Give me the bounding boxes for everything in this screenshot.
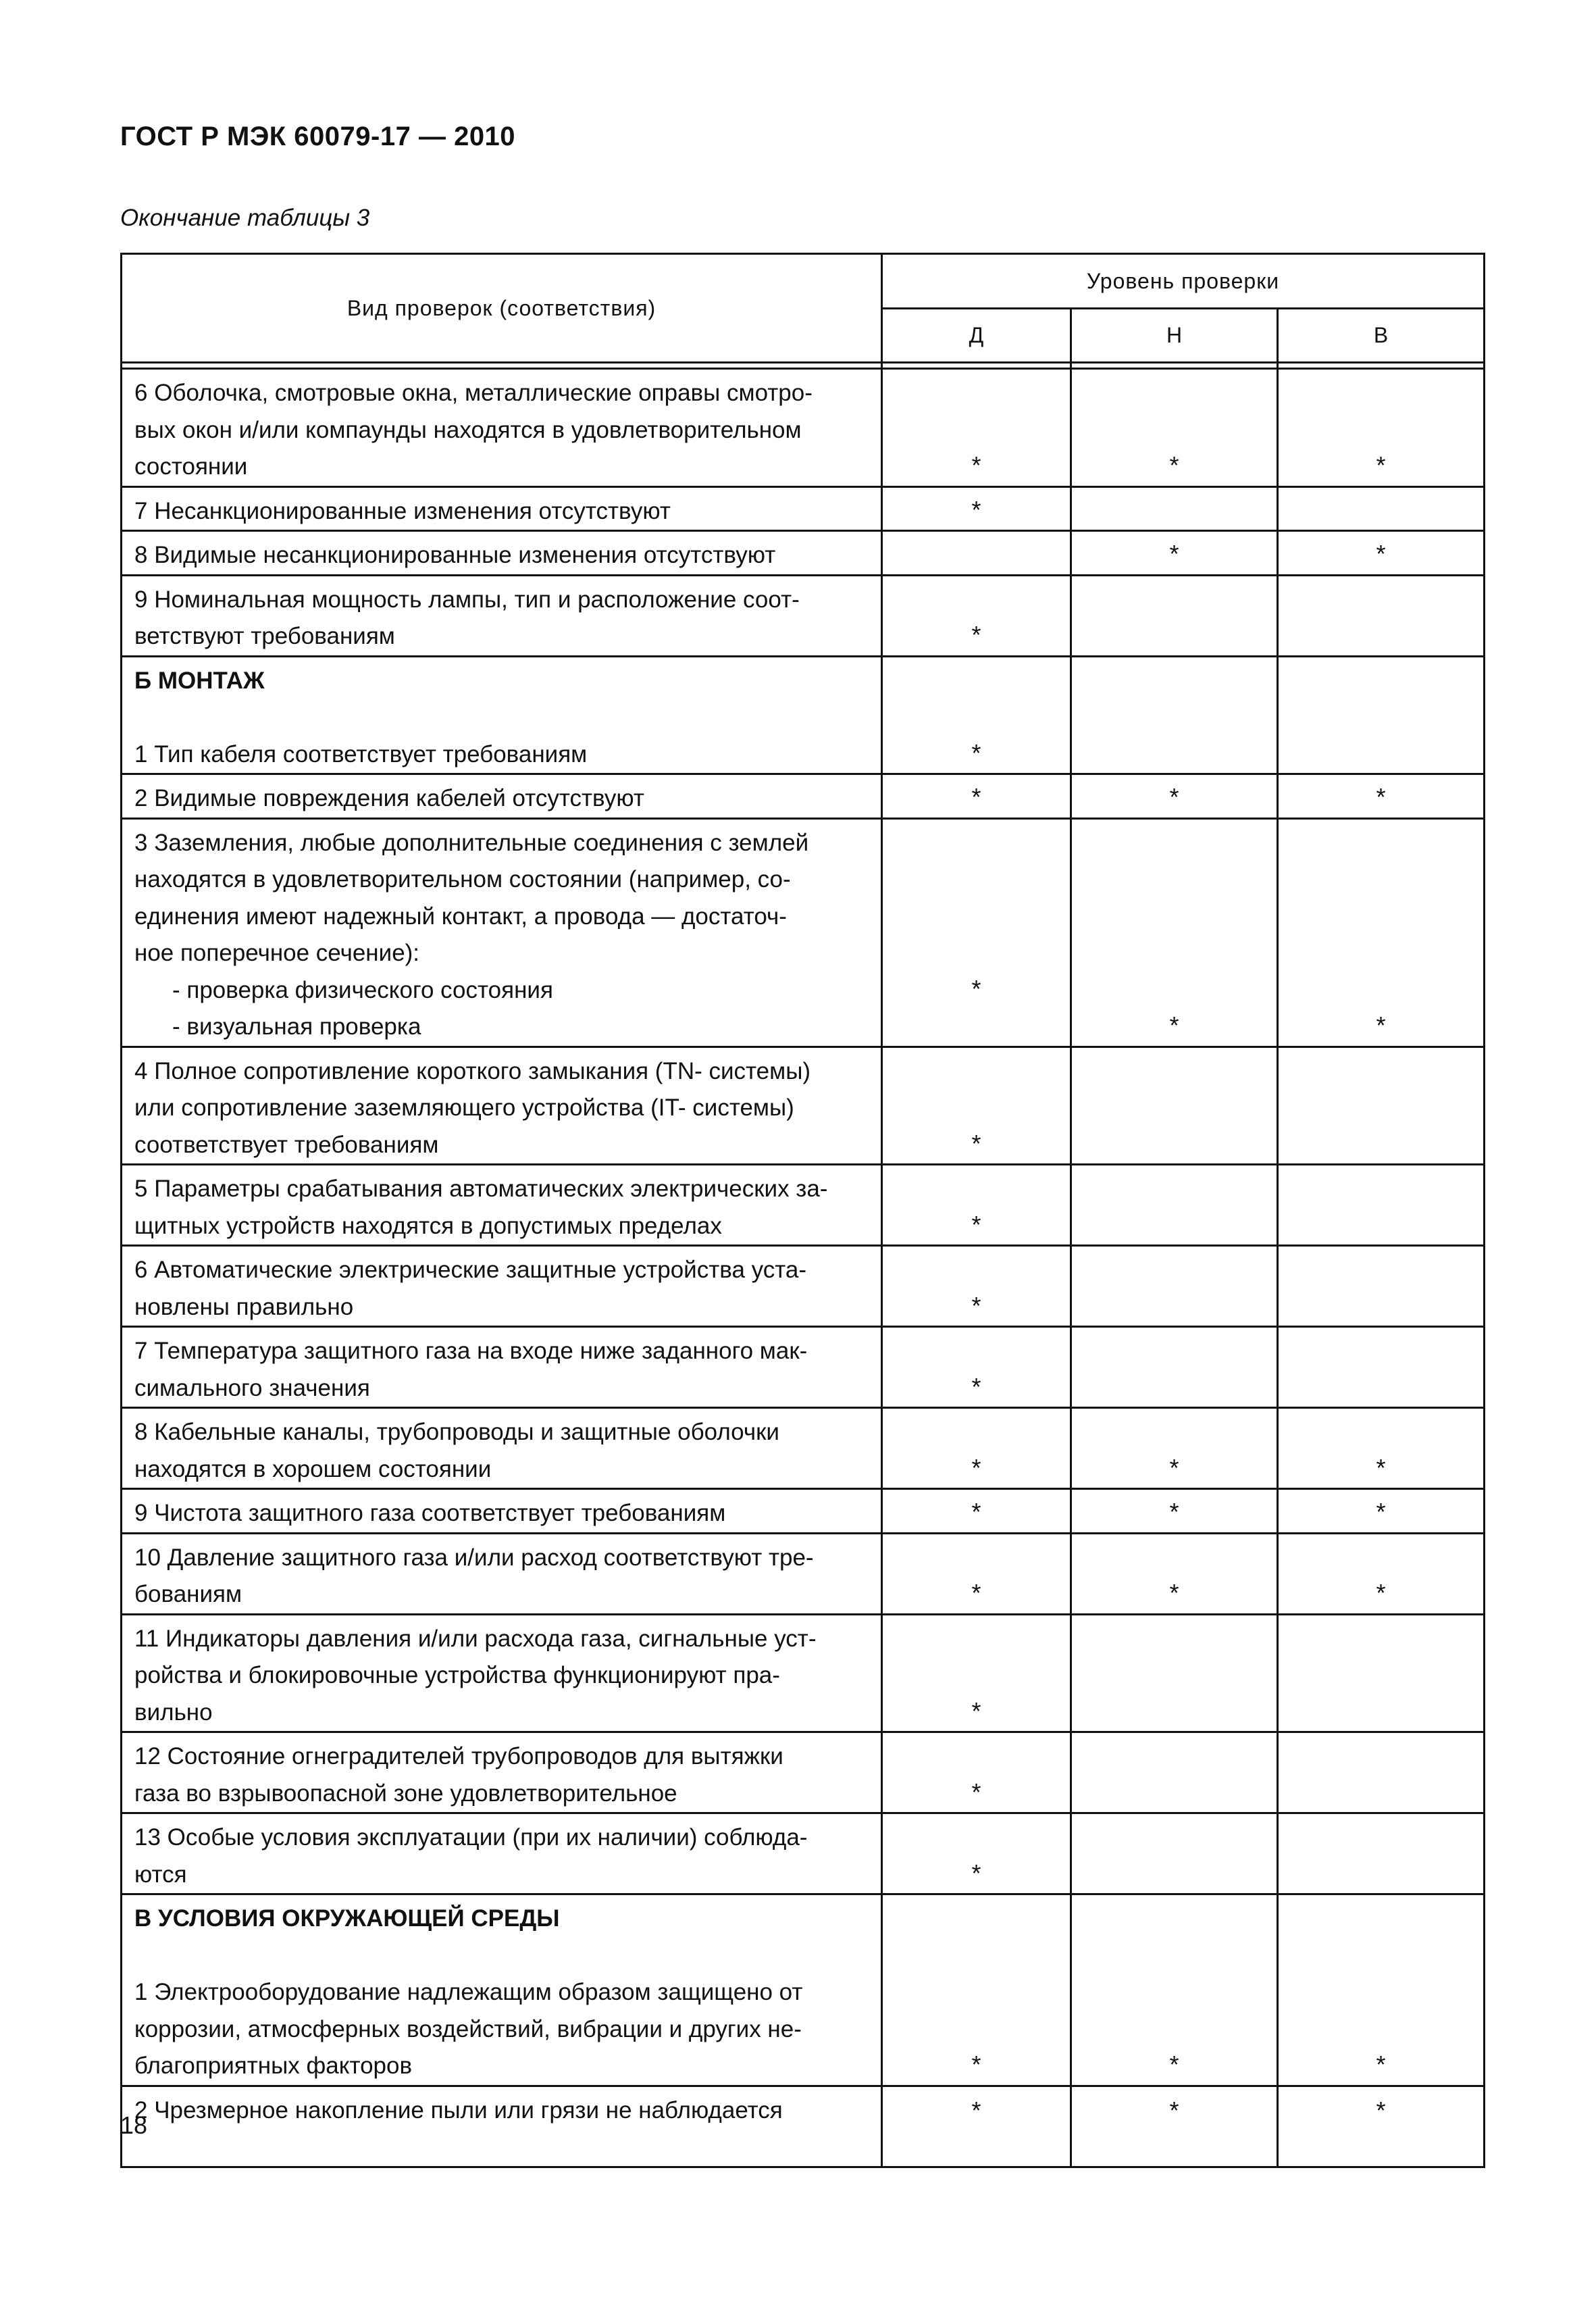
table-row bbox=[122, 774, 1485, 819]
column-header-level-v: В bbox=[1278, 308, 1485, 363]
level-v-mark bbox=[1278, 1327, 1485, 1408]
description-line: новлены правильно bbox=[134, 1293, 354, 1320]
level-v-mark bbox=[1278, 1813, 1485, 1894]
description-line: ное поперечное сечение): bbox=[134, 940, 420, 966]
level-n-mark: * bbox=[1071, 1489, 1278, 1534]
check-description bbox=[122, 1246, 882, 1327]
table-row bbox=[122, 818, 1485, 1047]
page-number: 18 bbox=[120, 2111, 148, 2139]
sub-mark-physical bbox=[1072, 971, 1277, 1008]
description-line: 13 Особые условия эксплуатации (при их наличии) соблюда- bbox=[134, 1824, 808, 1851]
level-n-mark bbox=[1071, 1047, 1278, 1165]
level-v-mark bbox=[1278, 818, 1485, 1047]
level-n-mark: * bbox=[1071, 2086, 1278, 2167]
description-line: ются bbox=[134, 1861, 187, 1888]
level-v-mark bbox=[1278, 1165, 1485, 1246]
description-line: газа во взрывоопасной зоне удовлетворительное bbox=[134, 1780, 677, 1807]
level-n-mark bbox=[1071, 1732, 1278, 1813]
level-d-mark: * bbox=[882, 1614, 1071, 1732]
level-v-mark bbox=[1278, 486, 1485, 531]
description-line: 5 Параметры срабатывания автоматических электрических за- bbox=[134, 1176, 828, 1202]
description-line: 7 Несанкционированные изменения отсутствуют bbox=[134, 497, 671, 524]
description-line: 10 Давление защитного газа и/или расход соответствуют тре- bbox=[134, 1544, 814, 1571]
level-n-mark: * bbox=[1071, 1533, 1278, 1614]
level-d-mark: * bbox=[882, 774, 1071, 819]
level-v-mark: * bbox=[1278, 774, 1485, 819]
description-line: находятся в хорошем состоянии bbox=[134, 1455, 492, 1482]
check-description bbox=[122, 1489, 882, 1534]
table-row bbox=[122, 1165, 1485, 1246]
sub-item-line: - визуальная проверка bbox=[172, 1013, 421, 1040]
level-d-mark: * bbox=[882, 1327, 1071, 1408]
description-line: вых окон и/или компаунды находятся в удовлетворительном bbox=[134, 416, 802, 443]
table-row bbox=[122, 1246, 1485, 1327]
description-line: ветствуют требованиям bbox=[134, 623, 395, 649]
check-description bbox=[122, 818, 882, 1047]
description-line: 6 Оболочка, смотровые окна, металлические оправы смотро- bbox=[134, 380, 813, 406]
level-d-mark bbox=[882, 818, 1071, 1047]
check-description bbox=[122, 531, 882, 576]
table-row bbox=[122, 1732, 1485, 1813]
header-separator bbox=[122, 363, 1485, 369]
description-line: 9 Чистота защитного газа соответствует требованиям bbox=[134, 1500, 726, 1526]
level-v-mark bbox=[1278, 1047, 1485, 1165]
level-n-mark bbox=[1071, 575, 1278, 656]
level-v-mark: * bbox=[1278, 1894, 1485, 2086]
description-line: ройства и блокировочные устройства функционируют пра- bbox=[134, 1662, 780, 1688]
level-d-mark: * bbox=[882, 1408, 1071, 1489]
section-title: В УСЛОВИЯ ОКРУЖАЮЩЕЙ СРЕДЫ bbox=[134, 1905, 560, 1932]
level-d-mark: * bbox=[882, 575, 1071, 656]
level-d-mark: * bbox=[882, 1732, 1071, 1813]
level-d-mark: * bbox=[882, 1489, 1071, 1534]
level-d-mark: * bbox=[882, 1894, 1071, 2086]
description-line: соответствует требованиям bbox=[134, 1131, 439, 1158]
level-v-mark: * bbox=[1278, 1489, 1485, 1534]
description-line: 1 Тип кабеля соответствует требованиям bbox=[134, 740, 588, 768]
level-n-mark bbox=[1071, 1165, 1278, 1246]
check-description bbox=[122, 774, 882, 819]
table-row bbox=[122, 1813, 1485, 1894]
level-v-mark: * bbox=[1278, 369, 1485, 487]
description-line: бованиям bbox=[134, 1581, 242, 1607]
table-row bbox=[122, 2086, 1485, 2167]
description-line: 11 Индикаторы давления и/или расхода газа, сигнальные уст- bbox=[134, 1625, 817, 1652]
check-description bbox=[122, 2086, 882, 2167]
level-d-mark: * bbox=[882, 1533, 1071, 1614]
sub-mark-physical: * bbox=[971, 974, 981, 1003]
check-description bbox=[122, 656, 882, 774]
description-line: 8 Кабельные каналы, трубопроводы и защитные оболочки bbox=[134, 1419, 779, 1445]
table-row-section bbox=[122, 1894, 1485, 2086]
column-header-level-d: Д bbox=[882, 308, 1071, 363]
table-row-section bbox=[122, 656, 1485, 774]
level-n-mark: * bbox=[1071, 531, 1278, 576]
level-n-mark bbox=[1071, 1327, 1278, 1408]
level-n-mark bbox=[1071, 1246, 1278, 1327]
table-row bbox=[122, 1614, 1485, 1732]
level-n-mark bbox=[1071, 1813, 1278, 1894]
table-row bbox=[122, 575, 1485, 656]
table-caption: Окончание таблицы 3 bbox=[120, 205, 370, 231]
table-row bbox=[122, 531, 1485, 576]
level-v-mark bbox=[1278, 575, 1485, 656]
description-line: 12 Состояние огнеградителей трубопроводов для вытяжки bbox=[134, 1743, 783, 1769]
table-row bbox=[122, 1047, 1485, 1165]
check-description bbox=[122, 1813, 882, 1894]
level-n-mark: * bbox=[1071, 774, 1278, 819]
level-d-mark: * bbox=[882, 656, 1071, 774]
level-v-mark: * bbox=[1278, 531, 1485, 576]
description-line: или сопротивление заземляющего устройства (IT- системы) bbox=[134, 1095, 794, 1121]
document-title: ГОСТ Р МЭК 60079-17 — 2010 bbox=[120, 122, 516, 151]
level-d-mark: * bbox=[882, 1813, 1071, 1894]
level-v-mark: * bbox=[1278, 1408, 1485, 1489]
description-line: симального значения bbox=[134, 1374, 370, 1401]
description-line: 2 Видимые повреждения кабелей отсутствуют bbox=[134, 785, 644, 811]
check-description bbox=[122, 1732, 882, 1813]
description-line: вильно bbox=[134, 1699, 213, 1726]
description-line: 2 Чрезмерное накопление пыли или грязи не наблюдается bbox=[134, 2096, 783, 2123]
level-n-mark: * bbox=[1071, 1894, 1278, 2086]
check-description bbox=[122, 1047, 882, 1165]
description-line: коррозии, атмосферных воздействий, вибрации и других не- bbox=[134, 2015, 802, 2042]
check-description bbox=[122, 1614, 882, 1732]
sub-item-line: - проверка физического состояния bbox=[172, 976, 553, 1003]
level-n-mark: * bbox=[1071, 1408, 1278, 1489]
description-line: 7 Температура защитного газа на входе ниже заданного мак- bbox=[134, 1338, 808, 1364]
level-n-mark: * bbox=[1071, 369, 1278, 487]
check-description bbox=[122, 1533, 882, 1614]
check-description bbox=[122, 486, 882, 531]
level-d-mark: * bbox=[882, 369, 1071, 487]
section-title: Б МОНТАЖ bbox=[134, 667, 265, 694]
table-row bbox=[122, 1327, 1485, 1408]
table-row bbox=[122, 1489, 1485, 1534]
level-n-mark bbox=[1071, 486, 1278, 531]
description-line: 6 Автоматические электрические защитные устройства уста- bbox=[134, 1257, 807, 1283]
level-n-mark bbox=[1071, 1614, 1278, 1732]
level-d-mark: * bbox=[882, 1246, 1071, 1327]
check-description bbox=[122, 1894, 882, 2086]
level-v-mark bbox=[1278, 656, 1485, 774]
column-header-check-type: Вид проверок (соответствия) bbox=[122, 254, 882, 363]
description-line: 9 Номинальная мощность лампы, тип и расположение соот- bbox=[134, 586, 800, 613]
description-line: 1 Электрооборудование надлежащим образом защищено от bbox=[134, 1979, 803, 2005]
check-description bbox=[122, 1327, 882, 1408]
level-v-mark: * bbox=[1278, 1533, 1485, 1614]
table-row bbox=[122, 369, 1485, 487]
description-line: 8 Видимые несанкционированные изменения отсутствуют bbox=[134, 542, 776, 568]
level-d-mark: * bbox=[882, 486, 1071, 531]
description-line: 3 Заземления, любые дополнительные соединения с землей bbox=[134, 829, 809, 856]
check-description bbox=[122, 1165, 882, 1246]
level-d-mark bbox=[882, 531, 1071, 576]
inspection-table bbox=[120, 253, 1485, 2168]
level-d-mark: * bbox=[882, 1165, 1071, 1246]
sub-mark-visual: * bbox=[1376, 1011, 1386, 1039]
description-line: состоянии bbox=[134, 453, 248, 480]
table-body bbox=[122, 369, 1485, 2167]
level-d-mark: * bbox=[882, 2086, 1071, 2167]
sub-mark-visual bbox=[883, 1007, 1070, 1045]
sub-mark-visual: * bbox=[1169, 1011, 1179, 1039]
level-n-mark bbox=[1071, 656, 1278, 774]
level-v-mark: * bbox=[1278, 2086, 1485, 2167]
description-line: щитных устройств находятся в допустимых пределах bbox=[134, 1212, 722, 1239]
description-line: 4 Полное сопротивление короткого замыкания (TN- системы) bbox=[134, 1057, 811, 1084]
level-v-mark bbox=[1278, 1614, 1485, 1732]
description-line: единения имеют надежный контакт, а провода — достаточ- bbox=[134, 903, 787, 930]
description-line: благоприятных факторов bbox=[134, 2053, 413, 2079]
level-v-mark bbox=[1278, 1732, 1485, 1813]
table-row bbox=[122, 486, 1485, 531]
check-description bbox=[122, 369, 882, 487]
column-header-level-group: Уровень проверки bbox=[882, 254, 1485, 309]
table-row bbox=[122, 1408, 1485, 1489]
level-v-mark bbox=[1278, 1246, 1485, 1327]
level-d-mark: * bbox=[882, 1047, 1071, 1165]
description-line: находятся в удовлетворительном состоянии (например, со- bbox=[134, 866, 791, 892]
level-n-mark bbox=[1071, 818, 1278, 1047]
check-description bbox=[122, 575, 882, 656]
check-description bbox=[122, 1408, 882, 1489]
sub-mark-physical bbox=[1279, 971, 1483, 1008]
table-row bbox=[122, 1533, 1485, 1614]
column-header-level-n: Н bbox=[1071, 308, 1278, 363]
